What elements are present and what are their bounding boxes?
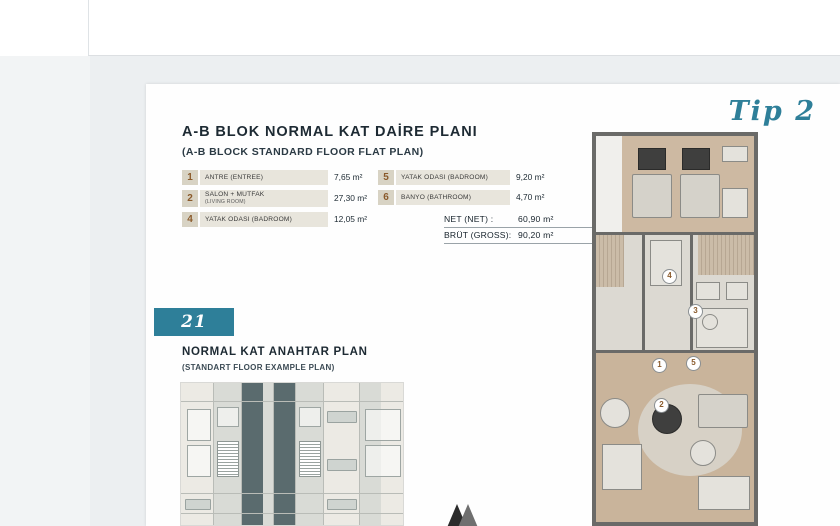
- legend-room-name-line2: (LIVING ROOM): [205, 198, 246, 205]
- left-margin-backdrop: [0, 56, 90, 526]
- page-title: A-B BLOK NORMAL KAT DAİRE PLANI: [182, 124, 478, 140]
- gross-total-label: BRÜT (GROSS):: [444, 230, 512, 240]
- legend-number: 1: [182, 170, 198, 185]
- legend-room-area: 7,65 m²: [334, 172, 363, 182]
- keyplan-diagram: [180, 382, 404, 526]
- top-divider: [88, 0, 89, 56]
- keyplan-subtitle: (STANDART FLOOR EXAMPLE PLAN): [182, 363, 335, 372]
- keyplan-title: NORMAL KAT ANAHTAR PLAN: [182, 346, 368, 358]
- plan-callout-5: 5: [686, 356, 701, 371]
- legend-room-area: 4,70 m²: [516, 192, 545, 202]
- net-total-value: 60,90 m²: [518, 214, 554, 224]
- legend-room-name-line1: SALON + MUTFAK: [205, 191, 265, 198]
- legend-room-area: 12,05 m²: [334, 214, 368, 224]
- page-number: 21: [181, 312, 207, 332]
- legend-room-name: BANYO (BATHROOM): [396, 190, 510, 205]
- plan-callout-3: 3: [688, 304, 703, 319]
- net-total-label: NET (NET) :: [444, 214, 494, 224]
- legend-number: 4: [182, 212, 198, 227]
- north-arrow-secondary-icon: [457, 504, 479, 526]
- legend-room-name: [200, 190, 328, 207]
- legend-number: 6: [378, 190, 394, 205]
- legend-room-area: 9,20 m²: [516, 172, 545, 182]
- apartment-floor-plan: [586, 132, 758, 526]
- legend-number: 5: [378, 170, 394, 185]
- legend-room-name: ANTRE (ENTREE): [200, 170, 328, 185]
- page-number-badge: [154, 308, 234, 336]
- plan-callout-4: 4: [662, 269, 677, 284]
- top-white-area: [0, 0, 840, 56]
- legend-room-area: 27,30 m²: [334, 193, 368, 203]
- plan-callout-1: 1: [652, 358, 667, 373]
- page-subtitle: (A-B BLOCK STANDARD FLOOR FLAT PLAN): [182, 146, 424, 158]
- legend-number: 2: [182, 190, 198, 207]
- legend-room-name: YATAK ODASI (BADROOM): [396, 170, 510, 185]
- legend-room-name: YATAK ODASI (BADROOM): [200, 212, 328, 227]
- tip-label: Tip 2: [728, 96, 816, 127]
- gross-total-value: 90,20 m²: [518, 230, 554, 240]
- plan-sheet: [146, 84, 840, 526]
- plan-callout-2: 2: [654, 398, 669, 413]
